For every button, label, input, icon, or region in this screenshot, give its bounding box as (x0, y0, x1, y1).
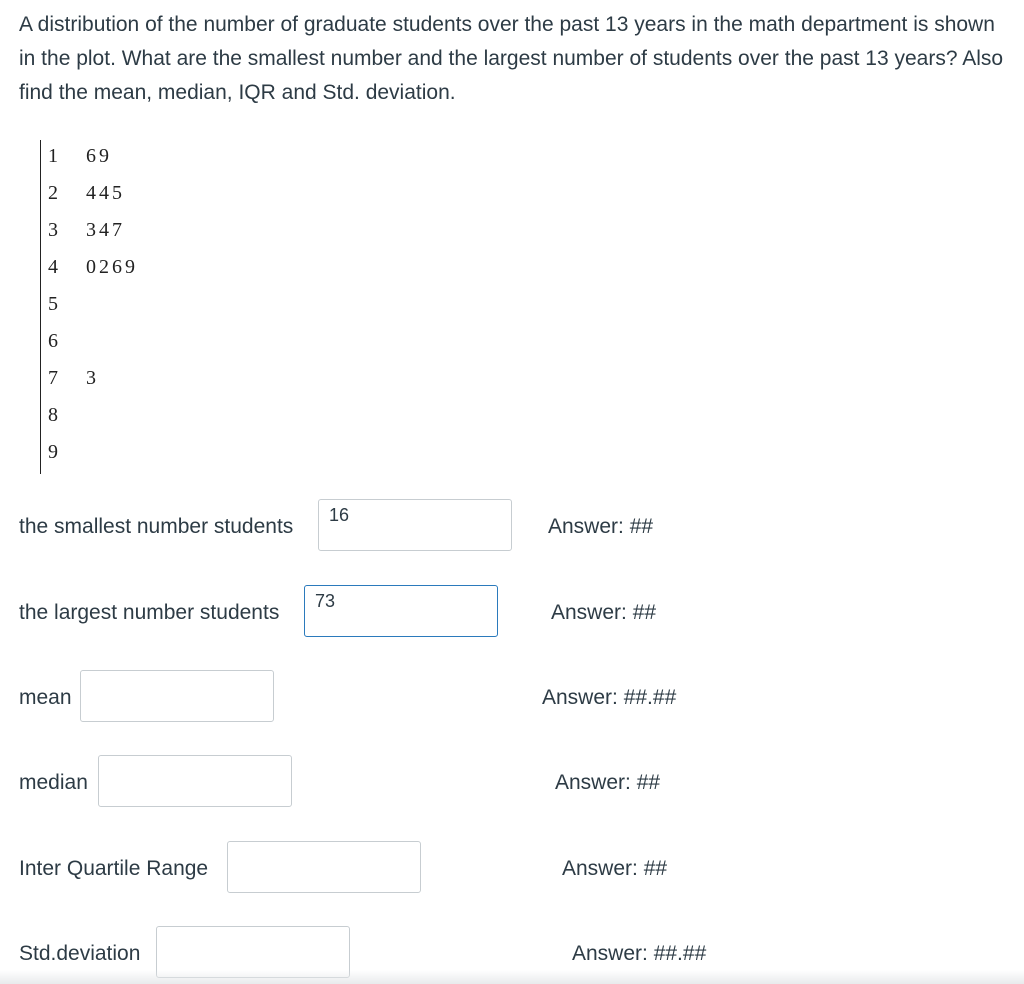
largest-number-row (19, 585, 1019, 639)
stem-value: 5 (48, 293, 58, 315)
smallest-number-label: the smallest number students (19, 515, 294, 538)
smallest-number-row (19, 499, 1019, 553)
iqr-input[interactable] (227, 841, 421, 893)
mean-answer: Answer: ##.## (542, 686, 677, 709)
median-label: median (19, 771, 88, 794)
mean-input[interactable] (80, 670, 274, 722)
stem-value: 7 (48, 367, 58, 389)
iqr-answer: Answer: ## (562, 857, 668, 880)
leaf-values: 347 (86, 219, 125, 241)
smallest-number-answer: Answer: ## (548, 515, 654, 538)
iqr-label: Inter Quartile Range (19, 857, 209, 880)
stem-value: 8 (48, 404, 58, 426)
mean-label: mean (19, 686, 72, 709)
stem-value: 2 (48, 182, 58, 204)
leaf-values: 445 (86, 182, 125, 204)
leaf-values: 3 (86, 367, 99, 389)
mean-row (19, 670, 1019, 724)
stem-value: 6 (48, 330, 58, 352)
stem-value: 3 (48, 219, 58, 241)
leaf-values: 0269 (86, 256, 138, 278)
iqr-row (19, 841, 1019, 895)
smallest-number-input[interactable] (318, 499, 512, 551)
largest-number-label: the largest number students (19, 601, 280, 624)
stem-leaf-divider (40, 140, 41, 474)
std-deviation-answer: Answer: ##.## (572, 942, 707, 965)
median-answer: Answer: ## (555, 771, 661, 794)
largest-number-input[interactable] (304, 585, 498, 637)
median-row (19, 755, 1019, 809)
stem-value: 1 (48, 145, 58, 167)
question-text: A distribution of the number of graduate students over the past 13 years in the math department is shown in the plot. What are the smallest number and the largest number of students over the past 13 years? Also find the mean, median, IQR and Std. deviation. (19, 13, 1004, 104)
largest-number-answer: Answer: ## (551, 601, 657, 624)
stem-value: 9 (48, 441, 58, 463)
leaf-values: 69 (86, 145, 112, 167)
bottom-edge-shadow (0, 970, 1024, 984)
std-deviation-label: Std.deviation (19, 942, 141, 965)
stem-value: 4 (48, 256, 58, 278)
median-input[interactable] (98, 755, 292, 807)
